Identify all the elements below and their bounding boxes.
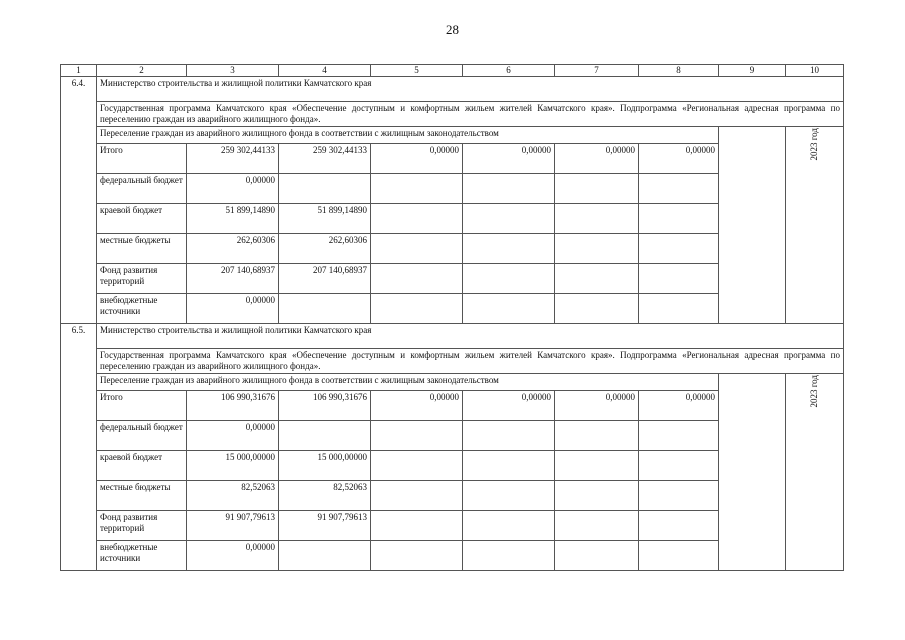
- program-cell: Государственная программа Камчатского края «Обеспечение доступным и комфортным жильем жителей Камчатского края». Подпрограмма «Региональная адресная программа по переселению граждан из аварийного жилищного фонда».: [97, 102, 844, 127]
- column-number-row: [61, 65, 844, 77]
- value-cell: 106 990,31676: [187, 391, 279, 421]
- section-index: 6.5.: [61, 324, 97, 571]
- section-index: 6.4.: [61, 77, 97, 324]
- value-cell: 207 140,68937: [187, 264, 279, 294]
- value-cell: 0,00000: [639, 144, 719, 174]
- empty-cell: [719, 127, 786, 324]
- value-cell: [639, 511, 719, 541]
- value-cell: 51 899,14890: [187, 204, 279, 234]
- value-cell: 0,00000: [187, 421, 279, 451]
- value-cell: [279, 421, 371, 451]
- row-label: местные бюджеты: [97, 481, 187, 511]
- column-number: 6: [463, 65, 555, 77]
- row-label: краевой бюджет: [97, 204, 187, 234]
- value-cell: [463, 421, 555, 451]
- value-cell: 262,60306: [187, 234, 279, 264]
- value-cell: [463, 451, 555, 481]
- activity-cell: Переселение граждан из аварийного жилищного фонда в соответствии с жилищным законодательством: [97, 127, 719, 144]
- column-number: 4: [279, 65, 371, 77]
- value-cell: [371, 421, 463, 451]
- year-label: 2023 год: [809, 375, 819, 408]
- value-cell: [371, 481, 463, 511]
- value-cell: 106 990,31676: [279, 391, 371, 421]
- value-cell: [639, 204, 719, 234]
- column-number: 3: [187, 65, 279, 77]
- row-label: федеральный бюджет: [97, 421, 187, 451]
- value-cell: [555, 451, 639, 481]
- value-cell: [463, 511, 555, 541]
- value-cell: [639, 174, 719, 204]
- value-cell: 0,00000: [371, 144, 463, 174]
- value-cell: 15 000,00000: [187, 451, 279, 481]
- row-label: внебюджетные источники: [97, 541, 187, 571]
- value-cell: [639, 294, 719, 324]
- row-label: Итого: [97, 391, 187, 421]
- value-cell: [371, 264, 463, 294]
- column-number: 1: [61, 65, 97, 77]
- value-cell: 0,00000: [463, 144, 555, 174]
- row-label: федеральный бюджет: [97, 174, 187, 204]
- activity-cell: Переселение граждан из аварийного жилищного фонда в соответствии с жилищным законодательством: [97, 374, 719, 391]
- table-row: [61, 77, 844, 102]
- value-cell: [639, 541, 719, 571]
- value-cell: 0,00000: [371, 391, 463, 421]
- value-cell: [371, 294, 463, 324]
- value-cell: [279, 294, 371, 324]
- column-number: 2: [97, 65, 187, 77]
- empty-cell: [719, 374, 786, 571]
- table-row: [61, 374, 844, 391]
- value-cell: 207 140,68937: [279, 264, 371, 294]
- value-cell: 91 907,79613: [187, 511, 279, 541]
- value-cell: 0,00000: [463, 391, 555, 421]
- row-label: Фонд развития территорий: [97, 264, 187, 294]
- value-cell: [463, 174, 555, 204]
- column-number: 8: [639, 65, 719, 77]
- value-cell: [555, 421, 639, 451]
- value-cell: 262,60306: [279, 234, 371, 264]
- value-cell: 82,52063: [187, 481, 279, 511]
- value-cell: 91 907,79613: [279, 511, 371, 541]
- value-cell: [639, 421, 719, 451]
- value-cell: [639, 264, 719, 294]
- value-cell: [371, 204, 463, 234]
- value-cell: [371, 511, 463, 541]
- value-cell: [371, 174, 463, 204]
- value-cell: [463, 204, 555, 234]
- column-number: 9: [719, 65, 786, 77]
- year-cell: [786, 374, 844, 571]
- value-cell: [555, 481, 639, 511]
- value-cell: [371, 451, 463, 481]
- value-cell: [371, 541, 463, 571]
- value-cell: [639, 451, 719, 481]
- value-cell: 0,00000: [187, 174, 279, 204]
- row-label: внебюджетные источники: [97, 294, 187, 324]
- table-row: [61, 127, 844, 144]
- row-label: Фонд развития территорий: [97, 511, 187, 541]
- table-row: [61, 102, 844, 127]
- value-cell: 259 302,44133: [187, 144, 279, 174]
- row-label: местные бюджеты: [97, 234, 187, 264]
- value-cell: [555, 234, 639, 264]
- value-cell: 0,00000: [555, 144, 639, 174]
- value-cell: 0,00000: [639, 391, 719, 421]
- value-cell: 0,00000: [187, 294, 279, 324]
- program-cell: Государственная программа Камчатского края «Обеспечение доступным и комфортным жильем жителей Камчатского края». Подпрограмма «Региональная адресная программа по переселению граждан из аварийного жилищного фонда».: [97, 349, 844, 374]
- table-row: [61, 349, 844, 374]
- value-cell: 82,52063: [279, 481, 371, 511]
- page-number: 28: [446, 22, 459, 37]
- value-cell: [463, 294, 555, 324]
- column-number: 7: [555, 65, 639, 77]
- value-cell: 0,00000: [187, 541, 279, 571]
- value-cell: [555, 264, 639, 294]
- column-number: 10: [786, 65, 844, 77]
- organization-cell: Министерство строительства и жилищной политики Камчатского края: [97, 77, 844, 102]
- value-cell: 15 000,00000: [279, 451, 371, 481]
- value-cell: [463, 234, 555, 264]
- value-cell: [279, 541, 371, 571]
- value-cell: 0,00000: [555, 391, 639, 421]
- organization-cell: Министерство строительства и жилищной политики Камчатского края: [97, 324, 844, 349]
- value-cell: 259 302,44133: [279, 144, 371, 174]
- value-cell: [463, 481, 555, 511]
- value-cell: [279, 174, 371, 204]
- value-cell: [639, 234, 719, 264]
- year-cell: [786, 127, 844, 324]
- value-cell: [371, 234, 463, 264]
- budget-table: [60, 64, 844, 571]
- table-row: [61, 324, 844, 349]
- value-cell: [555, 541, 639, 571]
- year-label: 2023 год: [809, 128, 819, 161]
- value-cell: [463, 264, 555, 294]
- value-cell: 51 899,14890: [279, 204, 371, 234]
- value-cell: [639, 481, 719, 511]
- value-cell: [555, 204, 639, 234]
- value-cell: [555, 174, 639, 204]
- row-label: Итого: [97, 144, 187, 174]
- row-label: краевой бюджет: [97, 451, 187, 481]
- value-cell: [463, 541, 555, 571]
- value-cell: [555, 294, 639, 324]
- value-cell: [555, 511, 639, 541]
- column-number: 5: [371, 65, 463, 77]
